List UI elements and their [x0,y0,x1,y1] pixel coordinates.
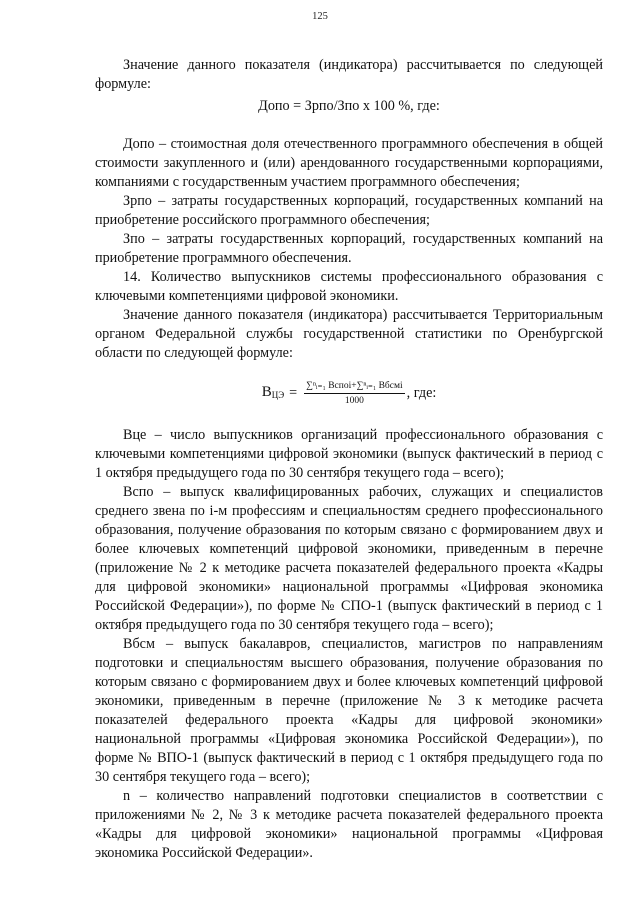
paragraph-intro: Значение данного показателя (индикатора) рассчитывается по следующей формуле: [95,57,603,92]
definition-dopo: Допо – стоимостная доля отечественного программного обеспечения в общей стоимости закупленного и (или) арендованного государственными корпорациями, компаниями с государственным участием программного обеспечения; [95,136,603,190]
definition-vbsm: Вбсм – выпуск бакалавров, специалистов, магистров по направлениям подготовки и специальностям высшего образования, получение образования по которым связано с формированием двух и более ключевых компетенций цифровой экономики, приведенным в перечне (приложение № 3 к методике расчета показателей федерального проекта «Кадры для цифровой экономики» национальной программы «Цифровая экономика Российской Федерации»), по форме № ВПО-1 (выпуск фактический в период с 1 октября предыдущего года по 30 сентября текущего года – всего); [95,636,603,785]
formula-lhs-subscript: ЦЭ [271,389,285,400]
definition-zrpo: Зрпо – затраты государственных корпораций, государственных компаний на приобретение российского программного обеспечения; [95,193,603,228]
formula-lhs [262,383,284,405]
definition-zpo: Зпо – затраты государственных корпораций, государственных компаний на приобретение программного обеспечения. [95,231,603,266]
formula-vce [95,380,603,407]
formula-fraction [304,380,404,407]
formula-tail: , где: [406,385,437,401]
section-14-heading: 14. Количество выпускников системы профессионального образования с ключевыми компетенциями цифровой экономики. [95,269,603,304]
definition-vspo: Вспо – выпуск квалифицированных рабочих, служащих и специалистов среднего звена по i-м профессиям и специальностям среднего профессионального образования, получение образования по которым связано с формированием двух и более ключевых компетенций цифровой экономики, приведенным в перечне (приложение № 2 к методике расчета показателей федерального проекта «Кадры для цифровой экономики» национальной программы «Цифровая экономика Российской Федерации»), по форме № СПО-1 (выпуск фактический в период с 1 октября предыдущего года по 30 сентября текущего года – всего); [95,484,603,633]
page-number: 125 [312,11,328,22]
formula-equals: = [289,385,298,401]
definition-vce: Вце – число выпускников организаций профессионального образования с ключевыми компетенциями цифровой экономики (выпуск фактический в период с 1 октября предыдущего года по 30 сентября текущего года – всего); [95,427,603,481]
definition-n: n – количество направлений подготовки специалистов в соответствии с приложениями № 2, № 3 к методике расчета показателей федерального проекта «Кадры для цифровой экономики» национальной программы «Цифровая экономика Российской Федерации». [95,788,603,861]
formula-denominator: 1000 [344,396,364,406]
document-body [95,56,603,863]
formula-numerator: ∑ⁿᵢ₌₁ Вспоi+∑ⁿᵢ₌₁ Вбсмi [304,380,404,394]
formula-dopo: Допо = Зрпо/Зпо х 100 %, где: [258,98,440,114]
paragraph-method: Значение данного показателя (индикатора) рассчитывается Территориальным органом Федеральной службы государственной статистики по Оренбургской области по следующей формуле: [95,307,603,361]
formula-lhs-letter: В [261,383,272,400]
spacer [95,116,603,135]
